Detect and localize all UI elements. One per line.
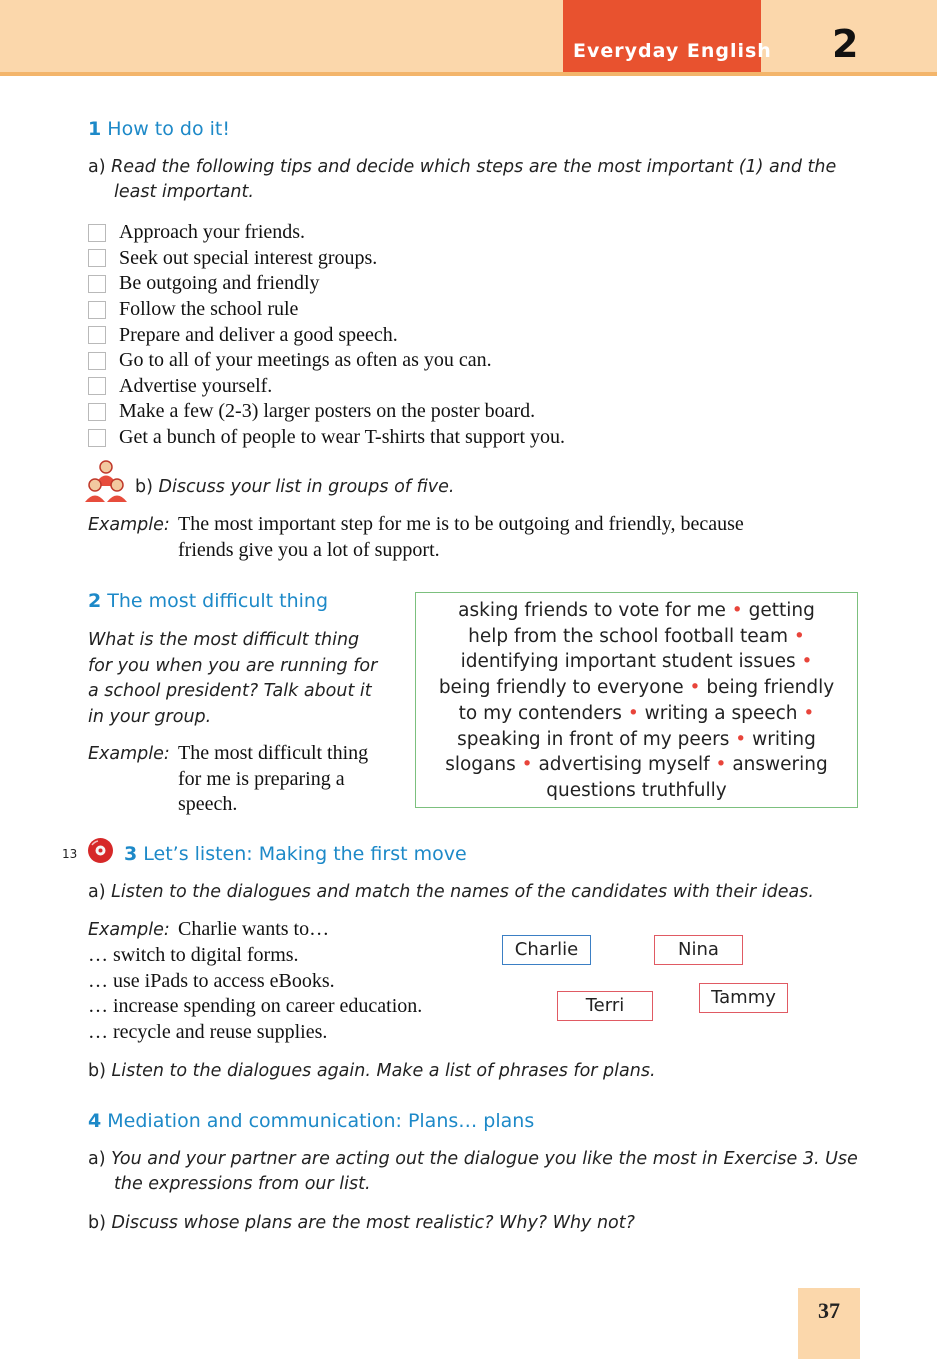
ex2-example-label: Example:: [88, 744, 170, 764]
word-box: [415, 592, 858, 808]
checkbox[interactable]: [88, 224, 106, 242]
ex3-example-label: Example:: [88, 920, 170, 940]
ex3-title: Let’s listen: Making the first move: [143, 843, 467, 865]
ex3-example-text: Charlie wants to…: [178, 918, 330, 940]
word-box-line: slogans • advertising myself • answering: [445, 754, 828, 776]
ex2-title: The most difficult thing: [107, 590, 329, 612]
list-item: Get a bunch of people to wear T-shirts that support you.: [88, 425, 565, 451]
group-discussion-icon: [83, 458, 129, 504]
chapter-number: 2: [832, 22, 859, 66]
ex3-b-marker: b): [88, 1061, 106, 1081]
name-tag-charlie: Charlie: [502, 935, 591, 965]
word-box-line: questions truthfully: [546, 779, 727, 801]
ex4-a-instruction-line2: the expressions from our list.: [114, 1174, 371, 1194]
audio-cd-icon[interactable]: [87, 837, 114, 864]
ex1-example-label: Example:: [88, 515, 170, 535]
checkbox[interactable]: [88, 377, 106, 395]
word-box-line: identifying important student issues •: [460, 651, 813, 673]
list-item: Seek out special interest groups.: [88, 246, 565, 272]
ex4-b-marker: b): [88, 1213, 106, 1233]
ex3-heading: [124, 843, 467, 865]
ex1-heading: [88, 118, 230, 140]
ex4-a-marker: a): [88, 1149, 106, 1169]
section-label: Everyday English: [573, 40, 772, 62]
ex1-number: 1: [88, 118, 102, 140]
ex3-a-instruction: a) Listen to the dialogues and match the names of the candidates with their ideas.: [88, 882, 814, 902]
ex4-title: Mediation and communication: Plans… plans: [107, 1110, 535, 1132]
list-item: Go to all of your meetings as often as you can.: [88, 348, 565, 374]
track-number: 13: [62, 847, 78, 861]
page-number: 37: [818, 1298, 840, 1323]
list-item: Advertise yourself.: [88, 374, 565, 400]
checkbox[interactable]: [88, 352, 106, 370]
checkbox[interactable]: [88, 429, 106, 447]
list-item: Be outgoing and friendly: [88, 271, 565, 297]
tips-list: [88, 220, 565, 450]
ex1-b-marker: b): [135, 477, 153, 497]
ex1-a-marker: a): [88, 157, 106, 177]
ex1-title: How to do it!: [107, 118, 230, 140]
ex4-b-instruction: b) Discuss whose plans are the most realistic? Why? Why not?: [88, 1213, 635, 1233]
word-box-line: being friendly to everyone • being friendly: [438, 677, 835, 699]
ex1-a-instruction: a) Read the following tips and decide which steps are the most important (1) and the: [88, 157, 837, 177]
ex2-number: 2: [88, 590, 102, 612]
list-item: Follow the school rule: [88, 297, 565, 323]
list-item: … increase spending on career education.: [88, 995, 423, 1018]
list-item: Approach your friends.: [88, 220, 565, 246]
name-tag-nina: Nina: [654, 935, 743, 965]
list-item: … switch to digital forms.: [88, 944, 299, 966]
checkbox[interactable]: [88, 249, 106, 267]
ex2-instruction: What is the most difficult thing for you when you are running for a school president? Talk about it in your group.: [88, 630, 378, 728]
list-item: Prepare and deliver a good speech.: [88, 322, 565, 348]
checkbox[interactable]: [88, 326, 106, 344]
ex4-a-instruction: a) You and your partner are acting out the dialogue you like the most in Exercise 3. Use: [88, 1149, 858, 1169]
list-item: … recycle and reuse supplies.: [88, 1020, 328, 1043]
word-box-line: speaking in front of my peers • writing: [457, 728, 816, 750]
header-band: [0, 0, 937, 72]
ex1-a-instruction-line2: least important.: [114, 182, 254, 202]
ex1-example-line1: The most important step for me is to be outgoing and friendly, because: [178, 513, 744, 535]
word-box-line: asking friends to vote for me • getting: [458, 600, 815, 621]
ex3-a-marker: a): [88, 882, 106, 902]
checkbox[interactable]: [88, 275, 106, 293]
ex1-example-line2: friends give you a lot of support.: [178, 539, 440, 561]
name-tag-terri: Terri: [557, 991, 653, 1021]
word-box-line: to my contenders • writing a speech •: [458, 702, 815, 724]
checkbox[interactable]: [88, 403, 106, 421]
ex2-example-text: The most difficult thing for me is preparing a speech.: [178, 742, 369, 816]
name-tag-tammy: Tammy: [699, 983, 788, 1013]
ex2-heading: [88, 590, 328, 612]
list-item: … use iPads to access eBooks.: [88, 969, 335, 992]
list-item: Make a few (2-3) larger posters on the poster board.: [88, 399, 565, 425]
word-box-line: help from the school football team •: [468, 625, 805, 647]
header-rule: [0, 72, 937, 76]
ex4-number: 4: [88, 1110, 102, 1132]
ideas-list: [88, 943, 422, 1045]
ex3-number: 3: [124, 843, 138, 865]
ex1-b-instruction: b) Discuss your list in groups of five.: [135, 477, 455, 497]
checkbox[interactable]: [88, 301, 106, 319]
ex4-heading: [88, 1110, 534, 1132]
ex3-b-instruction: b) Listen to the dialogues again. Make a list of phrases for plans.: [88, 1061, 656, 1081]
